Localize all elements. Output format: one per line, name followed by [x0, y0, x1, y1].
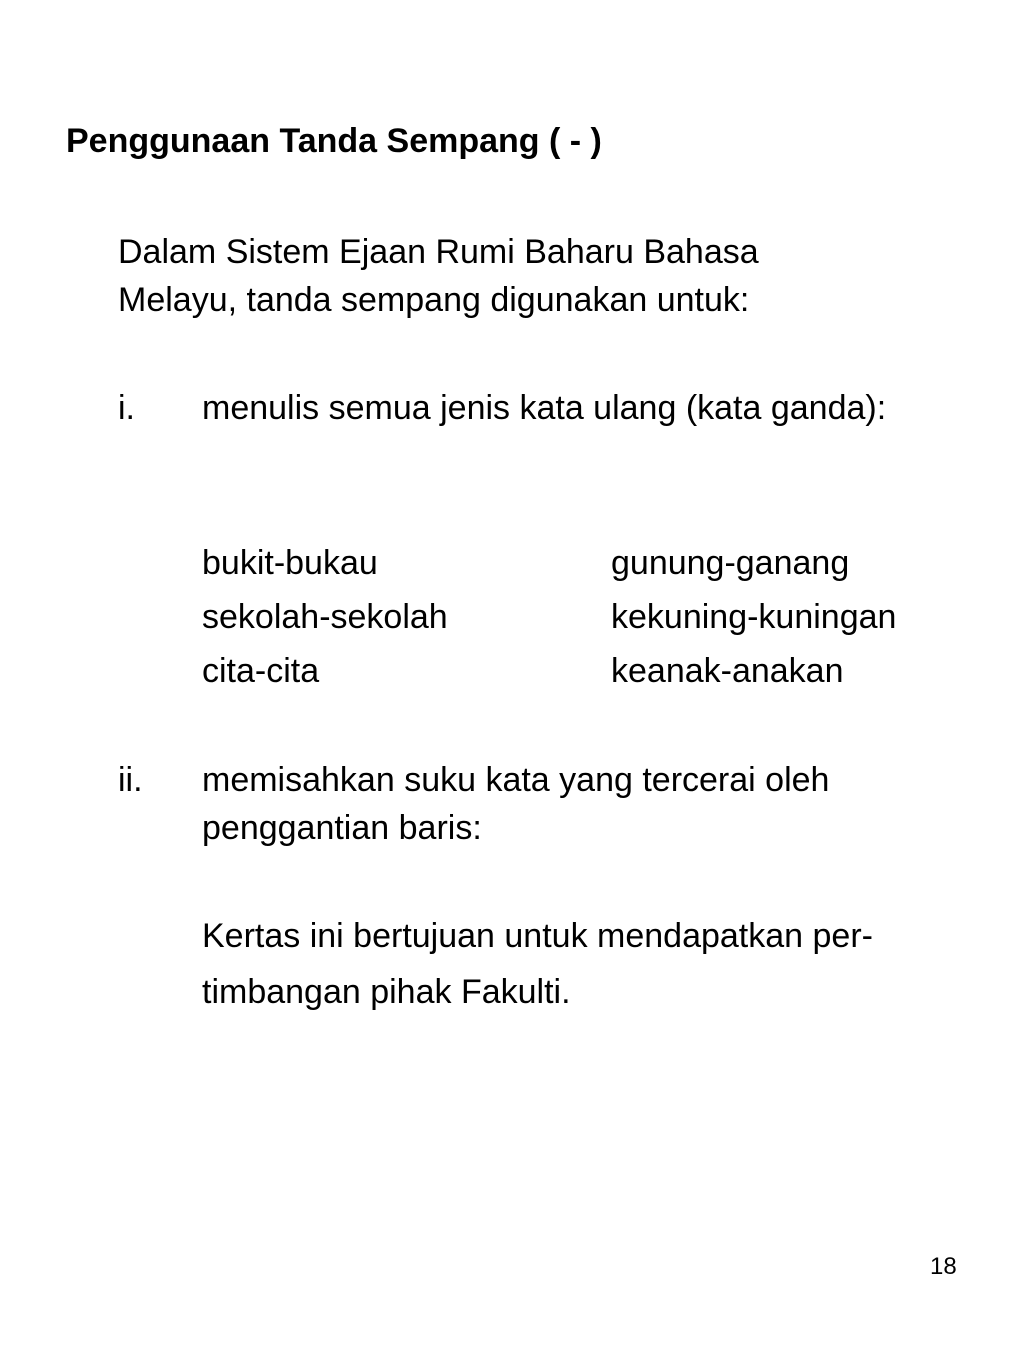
example-word: keanak-anakan [611, 652, 844, 690]
page-number: 18 [930, 1253, 957, 1280]
example-word: cita-cita [202, 652, 320, 690]
item-2-text: memisahkan suku kata yang tercerai oleh penggantian baris: [202, 761, 830, 847]
example-word: sekolah-sekolah [202, 598, 448, 636]
example-word: gunung-ganang [611, 544, 850, 582]
example-word: kekuning-kuningan [611, 598, 897, 636]
example-row [202, 536, 962, 590]
example-word: bukit-bukau [202, 544, 378, 582]
intro-paragraph: Dalam Sistem Ejaan Rumi Baharu Bahasa Melayu, tanda sempang digunakan untuk: [118, 233, 759, 319]
item-1-text: menulis semua jenis kata ulang (kata ganda): [202, 389, 887, 427]
slide-title: Penggunaan Tanda Sempang ( - ) [66, 122, 602, 160]
example-row [202, 590, 962, 644]
hyphenation-example [202, 908, 982, 1020]
reduplication-examples [202, 536, 962, 698]
item-2-marker: ii. [118, 761, 143, 799]
example-line: Kertas ini bertujuan untuk mendapatkan per- [202, 917, 873, 955]
item-1-marker: i. [118, 389, 135, 427]
example-row [202, 644, 962, 698]
example-line: timbangan pihak Fakulti. [202, 973, 571, 1011]
